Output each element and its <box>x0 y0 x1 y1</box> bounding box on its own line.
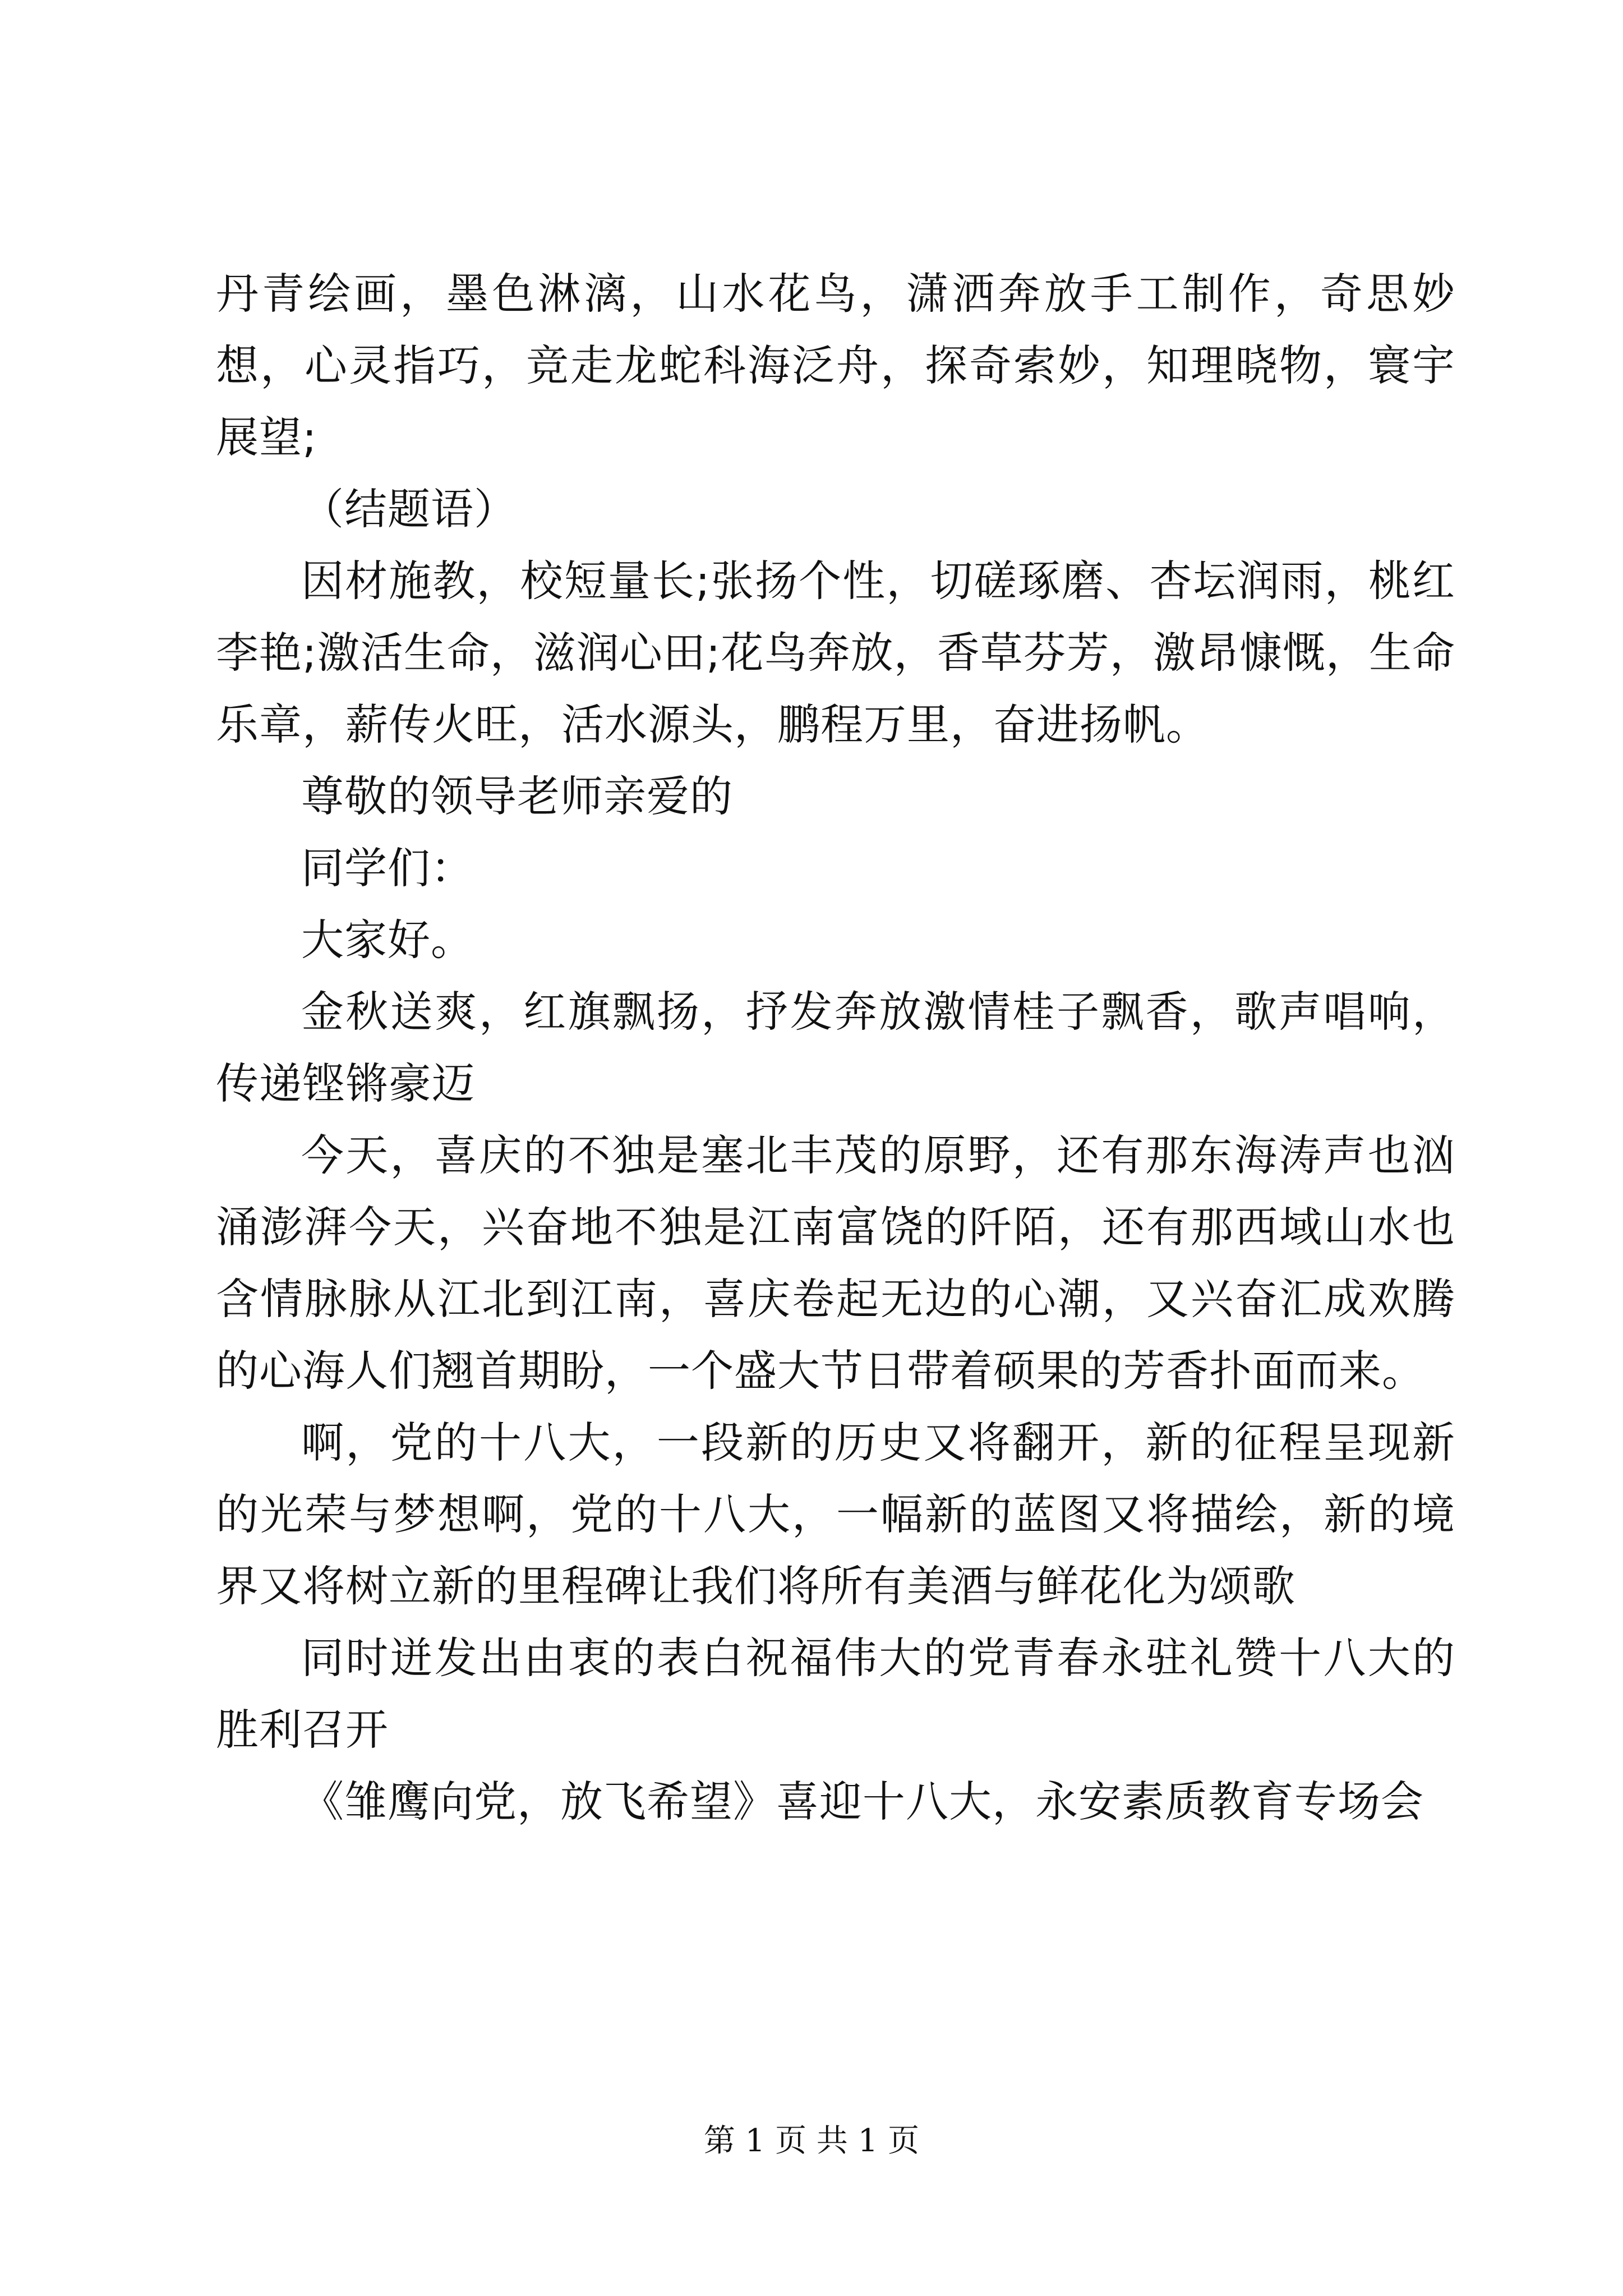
paragraph-5: 同学们： <box>301 843 474 893</box>
paragraph-9: 啊，党的十八大，一段新的历史又将翻开，新的征程呈现新的光荣与梦想啊，党的十八大，一幅新的蓝图又将描绘，新的境界又将树立新的里程碑让我们将所有美酒与鲜花化为颂歌 <box>216 1418 1455 1611</box>
paragraph-8: 今天，喜庆的不独是塞北丰茂的原野，还有那东海涛声也汹涌澎湃今天，兴奋地不独是江南富饶的阡陌，还有那西域山水也含情脉脉从江北到江南，喜庆卷起无边的心潮，又兴奋汇成欢腾的心海人们翘首期盼，一个盛大节日带着硕果的芳香扑面而来。 <box>216 1130 1455 1396</box>
paragraph-11: 《雏鹰向党，放飞希望》喜迎十八大，永安素质教育专场会 <box>301 1777 1424 1826</box>
page-footer: 第 1 页 共 1 页 <box>703 2123 920 2159</box>
paragraph-7: 金秋送爽，红旗飘扬，抒发奔放激情桂子飘香，歌声唱响，传递铿锵豪迈 <box>216 987 1455 1108</box>
paragraph-2: （结题语） <box>301 484 517 534</box>
paragraph-10: 同时迸发出由衷的表白祝福伟大的党青春永驻礼赞十八大的胜利召开 <box>216 1633 1455 1755</box>
document-body <box>216 258 1455 1838</box>
paragraph-4: 尊敬的领导老师亲爱的 <box>301 771 733 821</box>
paragraph-3: 因材施教，校短量长;张扬个性，切磋琢磨、杏坛润雨，桃红李艳;激活生命，滋润心田;花鸟奔放，香草芬芳，激昂慷慨，生命乐章，薪传火旺，活水源头，鹏程万里，奋进扬帆。 <box>216 556 1455 749</box>
paragraph-6: 大家好。 <box>301 915 474 965</box>
paragraph-1: 丹青绘画，墨色淋漓，山水花鸟，潇洒奔放手工制作，奇思妙想，心灵指巧，竞走龙蛇科海泛舟，探奇索妙，知理晓物，寰宇展望; <box>216 269 1455 462</box>
